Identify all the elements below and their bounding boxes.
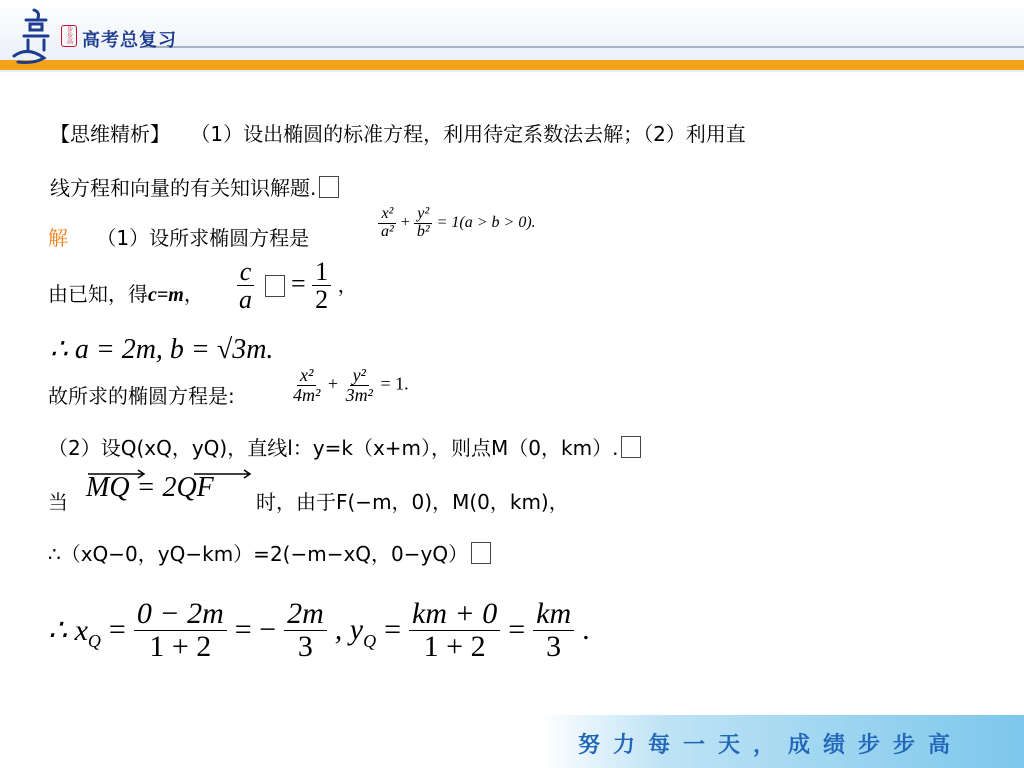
vector-equation: MQ = 2QF [86,472,214,504]
frac-y-b: $\frac{\text{y²}}{\text{b²}}$ [414,206,433,241]
seal-stamp [61,25,77,47]
frac-final-2: $\frac{2m}{3}$ [284,598,327,662]
footer-slogan: 努力每一天，成绩步步高 [578,733,964,758]
known-line: 由已知，得c=m， [48,282,204,306]
frac-final-1: $\frac{0 - 2m}{1 + 2}$ [134,598,227,662]
vector-line: 当 [48,490,68,514]
part2-line: （2）设Q(xQ，yQ)，直线l：y=k（x+m），则点M（0，km）. [48,432,641,461]
header-accent-bar [0,60,1024,70]
frac-c-a: $\frac{c}{a}$ [236,258,255,314]
therefore-a-b: ∴ a = 2m, b = √3m. [50,334,274,365]
ratio-equation: $\frac{c}{a}$ = $\frac{1}{2}$ ， [236,258,358,314]
frac-final-3: $\frac{km + 0}{1 + 2}$ [409,598,500,662]
analysis-text-1: （1）设出椭圆的标准方程，利用待定系数法去解；（2）利用直 [190,122,746,146]
vector-arrows-icon [86,468,256,480]
placeholder-box [265,275,285,297]
frac-y-3m: $\frac{\text{y²}}{\text{3m²}}$ [345,365,373,405]
analysis-line-2 [50,172,339,201]
analysis-text-2: 线方程和向量的有关知识解题. [50,176,317,200]
vector-suffix: 时，由于F(−m，0)，M(0，km)， [256,490,569,514]
seal-text: 步步高 [65,26,73,44]
analysis-line-1 [50,118,746,147]
solution-label: 解 [48,226,68,250]
solution-intro [48,222,309,251]
frac-1-2: $\frac{1}{2}$ [312,258,331,314]
frac-x-a: $\frac{\text{x²}}{\text{a²}}$ [378,206,397,241]
placeholder-box [621,436,641,458]
frac-x-4m: $\frac{\text{x²}}{\text{4m²}}$ [293,365,321,405]
ellipse-result-prefix: 故所求的椭圆方程是: [48,384,235,408]
solution-intro-text: （1）设所求椭圆方程是 [96,226,310,250]
header-title: 高考总复习 [82,30,177,51]
header-divider [140,46,1024,48]
frac-final-4: $\frac{km}{3}$ [533,598,574,662]
ellipse-result-equation: $\frac{\text{x²}}{\text{4m²}}$ + $\frac{\text{y²}}{\text{3m²}}$ = 1. [290,366,409,405]
logo-icon [6,6,58,64]
analysis-label: 【思维精析】 [50,122,170,146]
coord-line: ∴（xQ−0，yQ−km）=2(−m−xQ，0−yQ） [48,538,491,567]
final-equation: ∴ x $_Q$ = $\frac{0 - 2m}{1 + 2}$ = − $\frac{2m}{3}$ , y $_Q$ = $\frac{km + 0}{1 + 2}$ = $\frac{km}{3}$ . [48,597,590,663]
ellipse-general-equation: $\frac{\text{x²}}{\text{a²}}$ + $\frac{\text{y²}}{\text{b²}}$ = 1(a > b > 0). [378,206,536,241]
placeholder-box [471,542,491,564]
placeholder-box [319,176,339,198]
